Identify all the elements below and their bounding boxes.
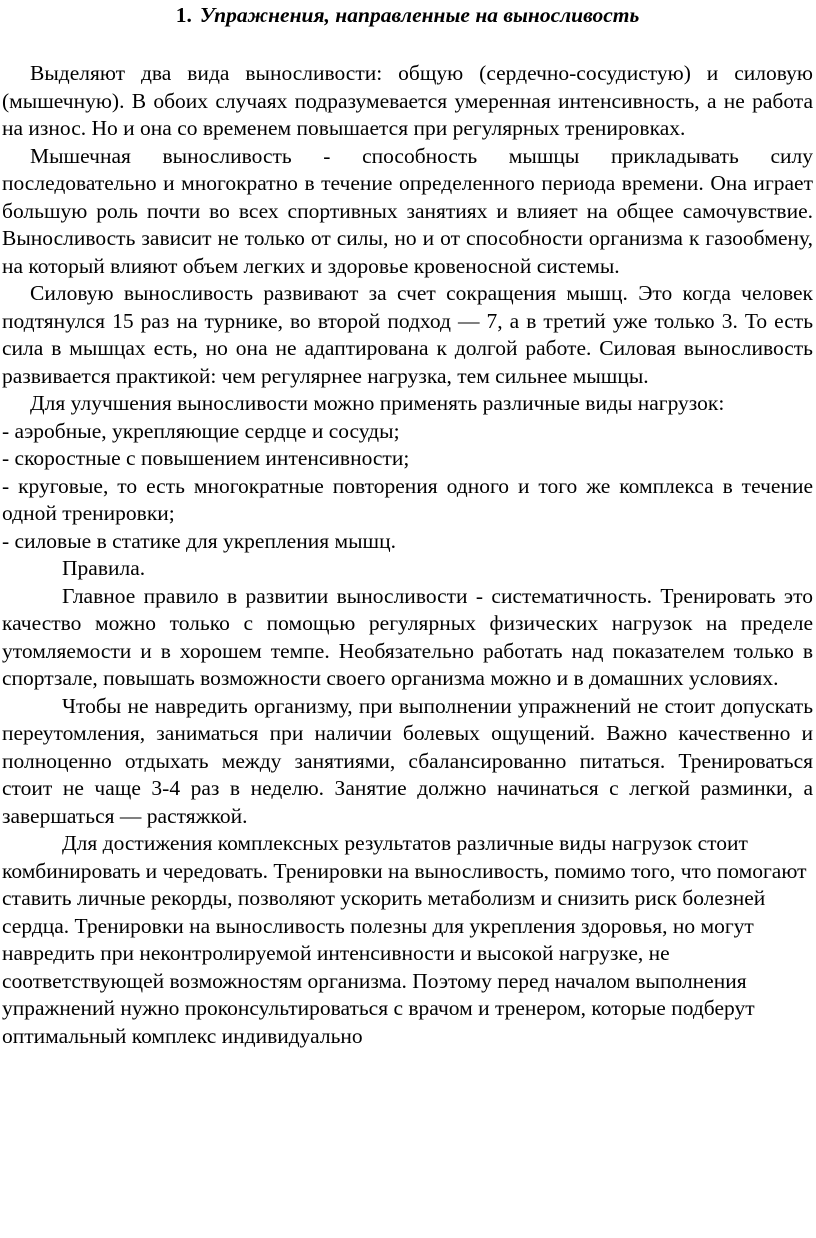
paragraph-muscular-endurance: Мышечная выносливость - способность мышцы прикладывать силу последовательно и многократно в течение определенного периода времени. Она играет большую роль почти во всех спортивных занятиях и влияет на общее самочувствие. Выносливость зависит не только от силы, но и от способности организма к газообмену, на который влияют объем легких и здоровье кровеносной системы.: [2, 143, 813, 278]
section-title: Упражнения, направленные на выносливость: [199, 3, 640, 27]
list-item-static: - силовые в статике для укрепления мышц.: [2, 528, 396, 553]
section-number: 1.: [175, 3, 192, 27]
paragraph-load-types-intro: Для улучшения выносливости можно применять различные виды нагрузок:: [30, 391, 725, 415]
rules-heading: Правила.: [62, 556, 146, 580]
paragraph-main-rule: Главное правило в развитии выносливости - систематичность. Тренировать это качество можно только с помощью регулярных физических нагрузок на пределе утомляемости и в хорошем темпе. Необязательно работать над показателем только в спортзале, повышать возможности своего организма можно и в домашних условиях.: [2, 583, 813, 690]
paragraph-safety: Чтобы не навредить организму, при выполнении упражнений не стоит допускать переутомления, заниматься при наличии болевых ощущений. Важно качественно и полноценно отдыхать между занятиями, сбалансированно питаться. Тренироваться стоит не чаще 3-4 раз в неделю. Занятие должно начинаться с легкой разминки, а завершаться — растяжкой.: [2, 693, 813, 828]
paragraph-endurance-types: Выделяют два вида выносливости: общую (сердечно-сосудистую) и силовую (мышечную). В обоих случаях подразумевается умеренная интенсивность, а не работа на износ. Но и она со временем повышается при регулярных тренировках.: [2, 61, 813, 140]
paragraph-combination: Для достижения комплексных результатов различные виды нагрузок стоит комбинировать и чередовать. Тренировки на выносливость, помимо того, что помогают ставить личные рекорды, позволяют ускорить метаболизм и снизить риск болезней сердца. Тренировки на выносливость полезны для укрепления здоровья, но могут навредить при неконтролируемой интенсивности и высокой нагрузке, не соответствующей возможностям организма. Поэтому перед началом выполнения упражнений нужно проконсультироваться с врачом и тренером, которые подберут оптимальный комплекс индивидуально: [2, 831, 807, 1048]
list-item-circuit: - круговые, то есть многократные повторения одного и того же комплекса в течение одной тренировки;: [2, 473, 813, 525]
paragraph-strength-endurance: Силовую выносливость развивают за счет сокращения мышц. Это когда человек подтянулся 15 раз на турнике, во второй подход — 7, а в третий уже только 3. То есть сила в мышцах есть, но она не адаптирована к долгой работе. Силовая выносливость развивается практикой: чем регулярнее нагрузка, тем сильнее мышцы.: [2, 281, 813, 388]
section-heading: [2, 2, 813, 29]
document-page: [2, 0, 813, 1050]
list-item-speed: - скоростные с повышением интенсивности;: [2, 446, 410, 470]
list-item-aerobic: - аэробные, укрепляющие сердце и сосуды;: [2, 418, 400, 443]
